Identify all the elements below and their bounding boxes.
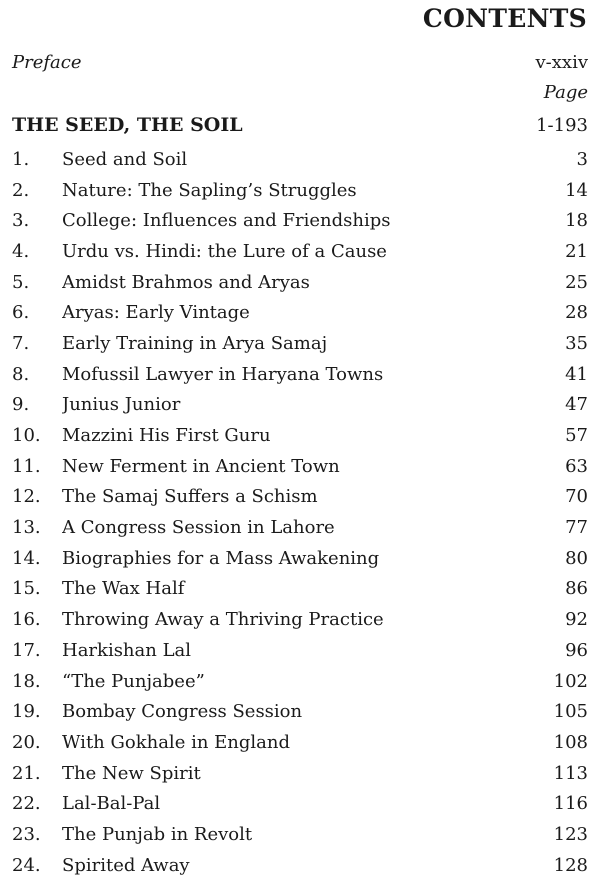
chapter-page-number: 70 (565, 486, 588, 508)
chapter-page-number: 116 (553, 793, 588, 815)
chapter-entry (12, 574, 588, 605)
chapter-number: 10. (12, 425, 41, 447)
chapter-number: 14. (12, 547, 41, 569)
preface-pages: v-xxiv (535, 52, 588, 73)
chapter-page-number: 57 (565, 425, 588, 447)
chapter-entry (12, 604, 588, 635)
chapter-entry (12, 359, 588, 390)
chapter-entry (12, 390, 588, 421)
chapter-page-number: 14 (565, 179, 588, 201)
chapter-number: 8. (12, 363, 30, 385)
chapter-title: Amidst Brahmos and Aryas (62, 271, 310, 293)
chapter-page-number: 128 (553, 854, 588, 876)
chapter-title: Bombay Congress Session (62, 701, 303, 723)
preface-row (12, 52, 588, 73)
chapter-title: College: Influences and Friendships (62, 210, 391, 232)
chapter-title: Early Training in Arya Samaj (62, 332, 328, 354)
chapter-number: 6. (12, 302, 30, 324)
page-column-label: Page (543, 82, 588, 103)
chapter-title: The Wax Half (62, 578, 185, 600)
chapter-entry (12, 236, 588, 267)
chapter-title: Harkishan Lal (62, 639, 192, 661)
chapter-title: Aryas: Early Vintage (62, 302, 250, 324)
chapter-entry (12, 696, 588, 727)
chapter-title: Lal-Bal-Pal (62, 793, 161, 815)
chapter-entry (12, 850, 588, 881)
chapter-title: The Punjab in Revolt (62, 823, 253, 845)
chapter-title: Urdu vs. Hindi: the Lure of a Cause (62, 240, 387, 262)
chapter-title: Seed and Soil (62, 148, 188, 170)
chapter-title: Biographies for a Mass Awakening (62, 547, 380, 569)
chapter-list (12, 144, 588, 881)
chapter-number: 20. (12, 731, 41, 753)
page-title: CONTENTS (422, 4, 587, 33)
chapter-number: 21. (12, 762, 41, 784)
chapter-page-number: 108 (553, 731, 588, 753)
chapter-title: New Ferment in Ancient Town (62, 455, 340, 477)
chapter-page-number: 21 (565, 240, 588, 262)
chapter-page-number: 35 (565, 332, 588, 354)
chapter-title: “The Punjabee” (62, 670, 205, 692)
chapter-page-number: 3 (576, 148, 588, 170)
chapter-entry (12, 819, 588, 850)
section-title: THE SEED, THE SOIL (12, 114, 243, 136)
chapter-number: 16. (12, 609, 41, 631)
chapter-number: 24. (12, 854, 41, 876)
chapter-entry (12, 451, 588, 482)
chapter-entry (12, 666, 588, 697)
preface-label: Preface (12, 52, 82, 73)
section-page-range: 1-193 (536, 115, 588, 136)
chapter-page-number: 123 (553, 823, 588, 845)
chapter-number: 3. (12, 210, 30, 232)
chapter-title: Junius Junior (62, 394, 181, 416)
chapter-number: 17. (12, 639, 41, 661)
chapter-title: The New Spirit (62, 762, 201, 784)
chapter-entry (12, 205, 588, 236)
chapter-entry (12, 328, 588, 359)
chapter-number: 1. (12, 148, 30, 170)
chapter-entry (12, 175, 588, 206)
chapter-page-number: 102 (553, 670, 588, 692)
chapter-number: 22. (12, 793, 41, 815)
chapter-page-number: 63 (565, 455, 588, 477)
chapter-title: Spirited Away (62, 854, 190, 876)
chapter-entry (12, 543, 588, 574)
chapter-number: 15. (12, 578, 41, 600)
chapter-page-number: 47 (565, 394, 588, 416)
chapter-number: 7. (12, 332, 30, 354)
chapter-page-number: 92 (565, 609, 588, 631)
chapter-page-number: 86 (565, 578, 588, 600)
chapter-page-number: 25 (565, 271, 588, 293)
chapter-entry (12, 788, 588, 819)
chapter-number: 4. (12, 240, 30, 262)
chapter-title: A Congress Session in Lahore (62, 517, 335, 539)
chapter-entry (12, 267, 588, 298)
chapter-number: 12. (12, 486, 41, 508)
chapter-page-number: 18 (565, 210, 588, 232)
chapter-title: Throwing Away a Thriving Practice (62, 609, 384, 631)
chapter-number: 18. (12, 670, 41, 692)
chapter-number: 23. (12, 823, 41, 845)
chapter-page-number: 96 (565, 639, 588, 661)
chapter-page-number: 28 (565, 302, 588, 324)
chapter-page-number: 113 (553, 762, 588, 784)
chapter-entry (12, 420, 588, 451)
chapter-entry (12, 144, 588, 175)
chapter-entry (12, 635, 588, 666)
chapter-title: Nature: The Sapling’s Struggles (62, 179, 357, 201)
chapter-number: 13. (12, 517, 41, 539)
chapter-title: With Gokhale in England (62, 731, 290, 753)
chapter-page-number: 77 (565, 517, 588, 539)
chapter-entry (12, 727, 588, 758)
chapter-entry (12, 758, 588, 789)
chapter-number: 19. (12, 701, 41, 723)
chapter-number: 9. (12, 394, 30, 416)
chapter-number: 5. (12, 271, 30, 293)
chapter-number: 2. (12, 179, 30, 201)
chapter-title: The Samaj Suffers a Schism (62, 486, 318, 508)
chapter-title: Mazzini His First Guru (62, 425, 271, 447)
chapter-entry (12, 482, 588, 513)
chapter-entry (12, 297, 588, 328)
chapter-number: 11. (12, 455, 41, 477)
chapter-page-number: 41 (565, 363, 588, 385)
chapter-entry (12, 512, 588, 543)
section-heading-row (12, 114, 588, 136)
chapter-title: Mofussil Lawyer in Haryana Towns (62, 363, 384, 385)
chapter-page-number: 80 (565, 547, 588, 569)
chapter-page-number: 105 (553, 701, 588, 723)
